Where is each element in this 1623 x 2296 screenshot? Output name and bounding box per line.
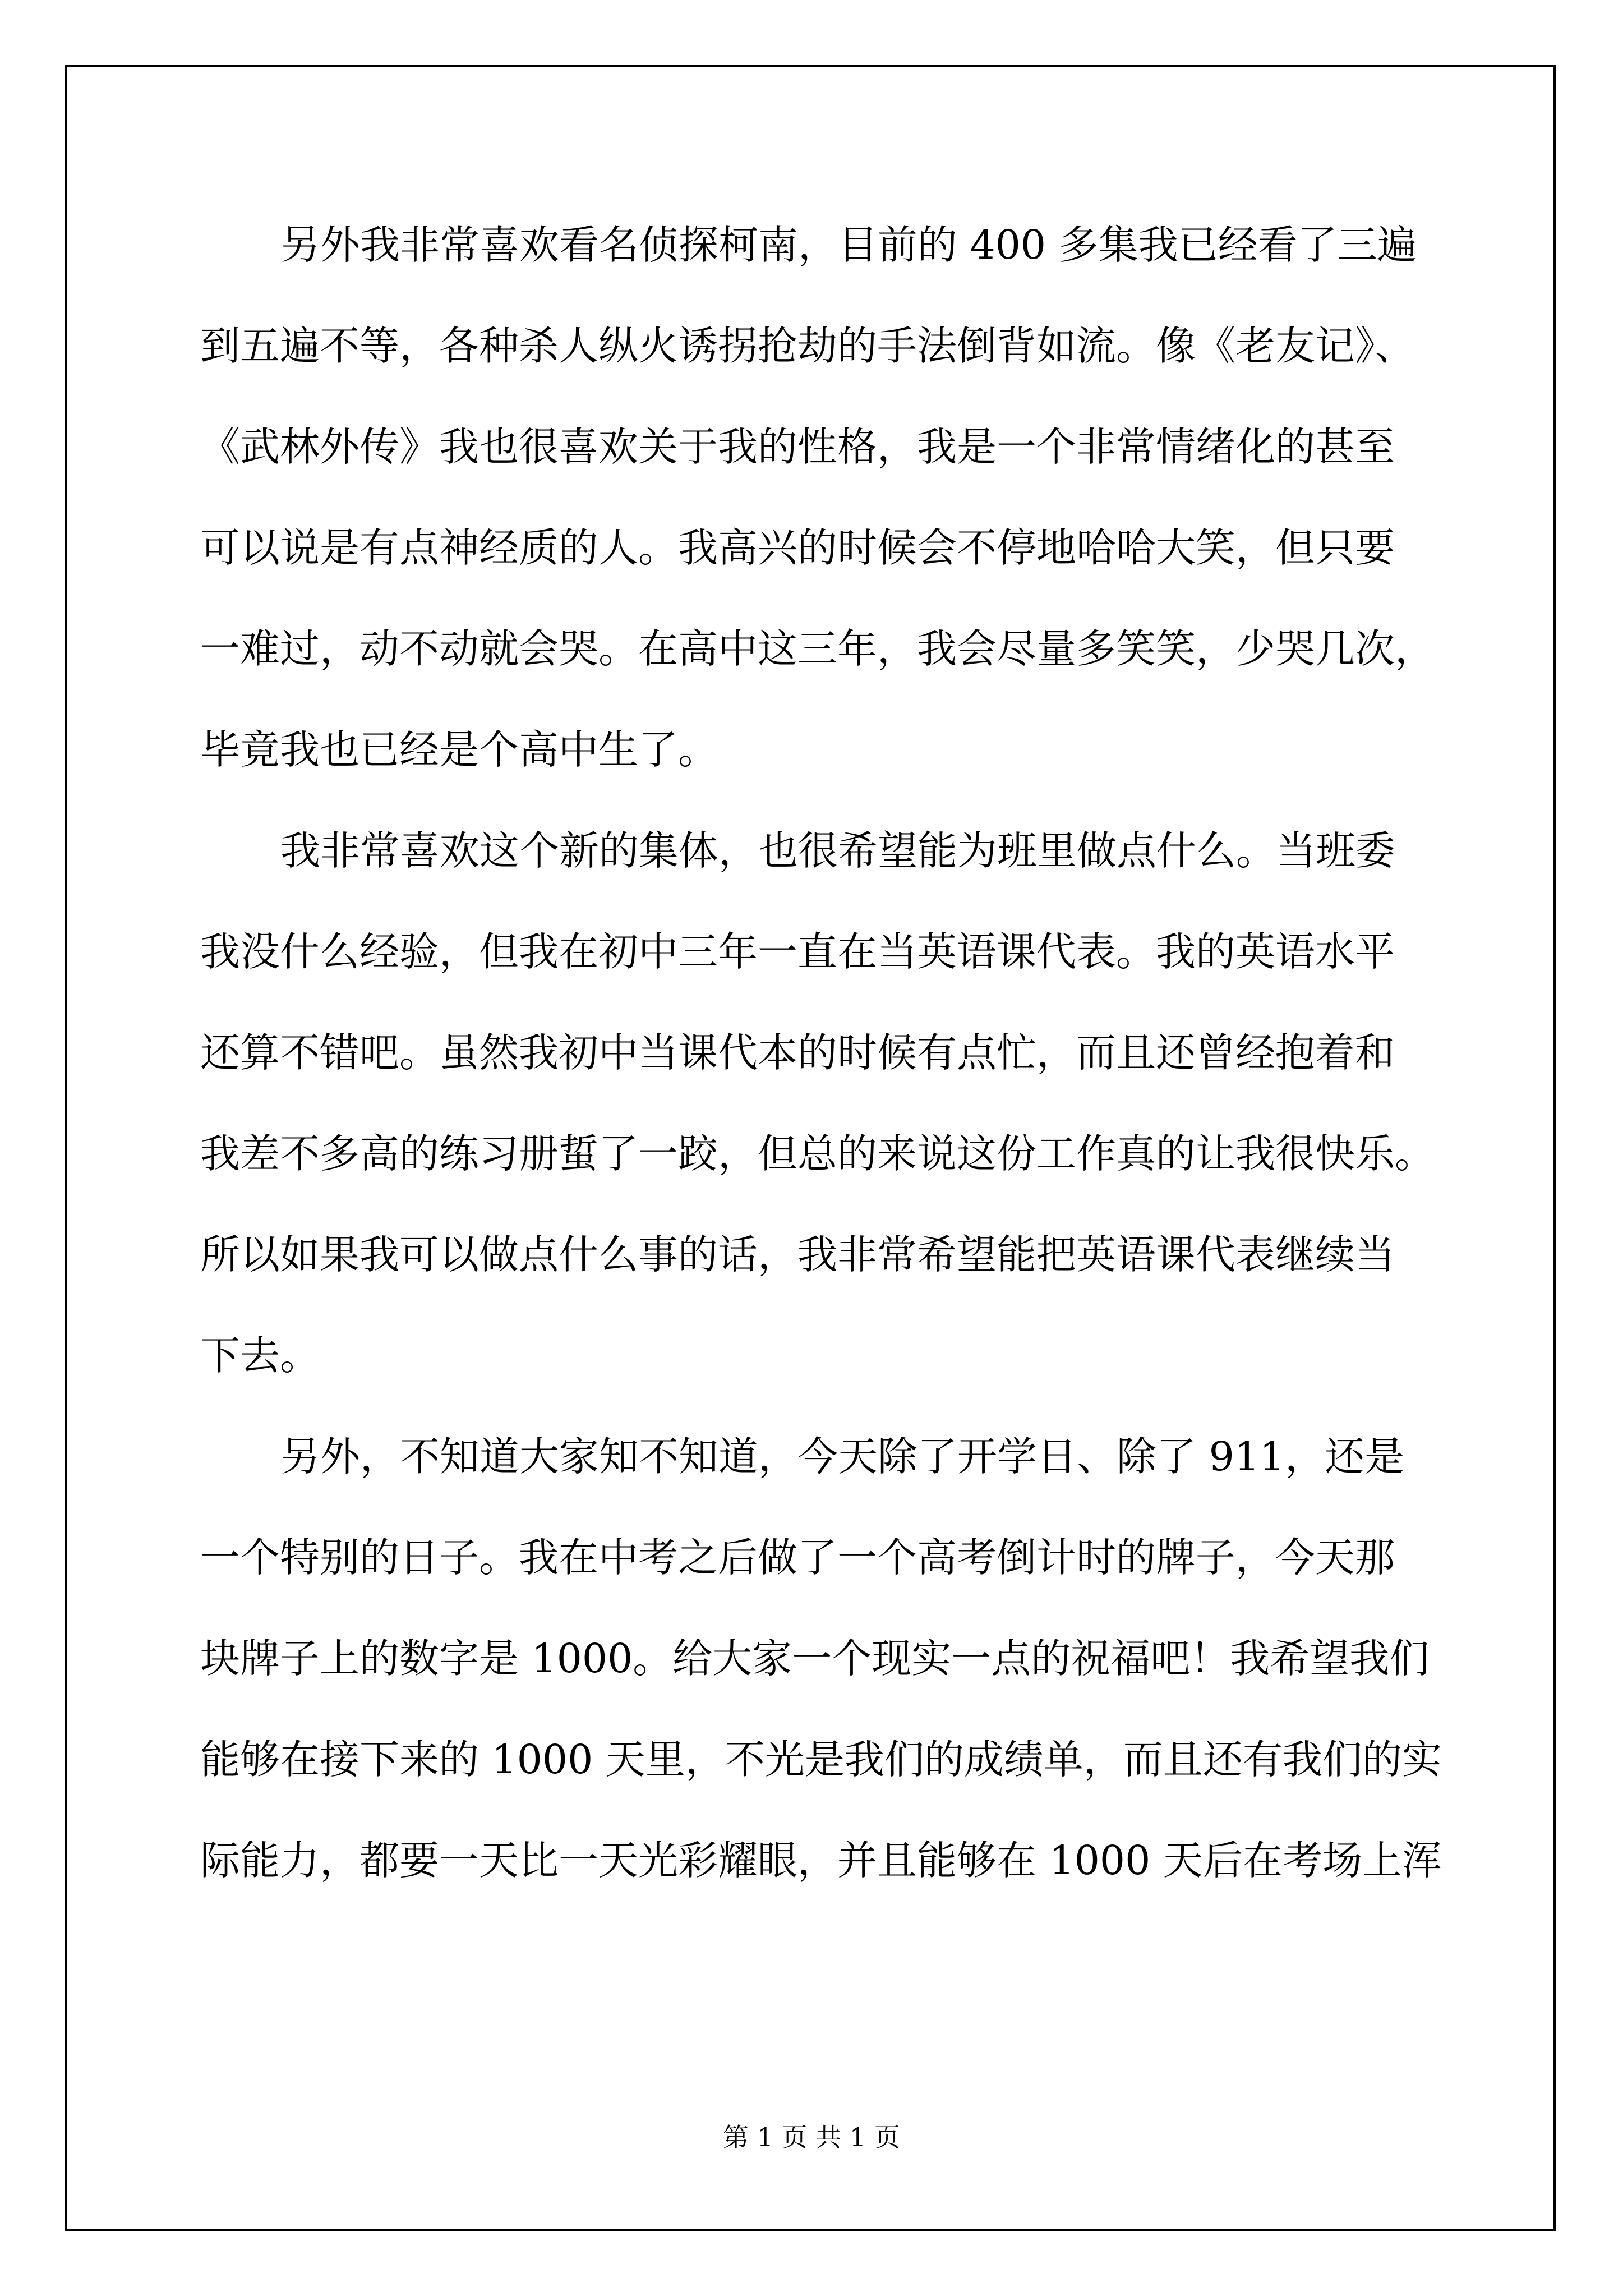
- page-footer: 第 1 页 共 1 页: [723, 2122, 900, 2152]
